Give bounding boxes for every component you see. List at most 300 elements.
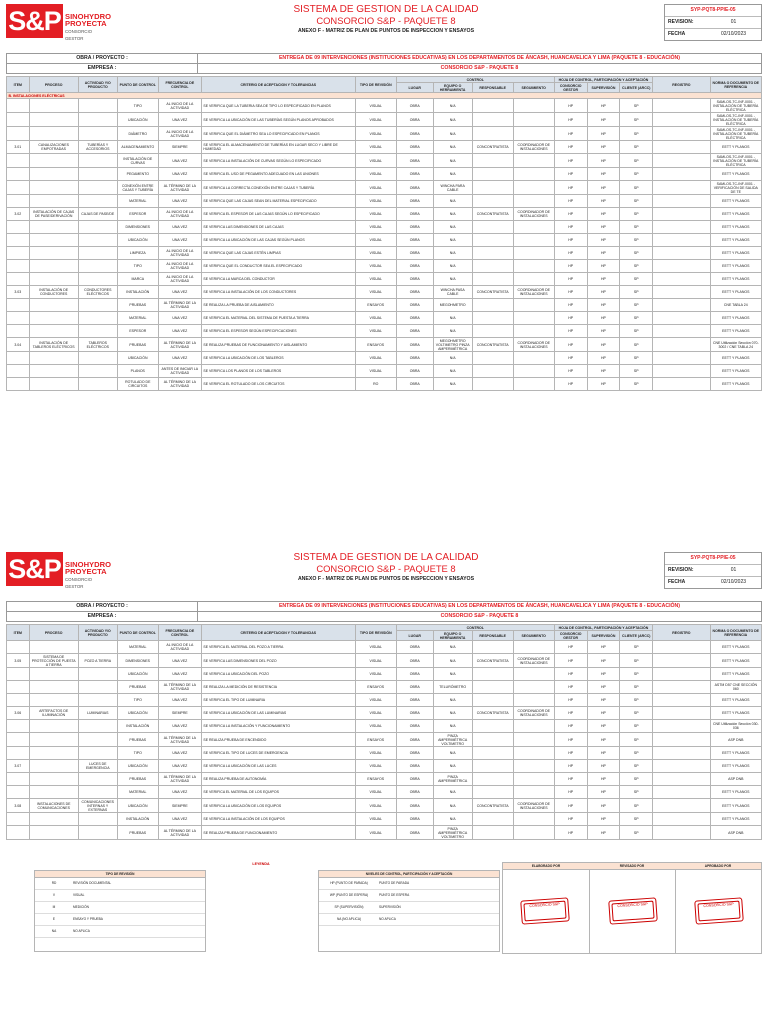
inspection-table-2 [6,624,762,840]
cell-frec: UNA VEZ [158,720,201,733]
cell-equipo: N/A [433,99,472,113]
cell-seg [513,168,554,181]
cell-cli: SP [620,352,653,365]
cell-item [7,773,30,786]
cell-tipo: VISUAL [355,641,396,654]
cell-frec: AL INICIO DE LA ACTIVIDAD [158,273,201,286]
cell-reg [653,312,710,325]
cell-crit: SE REALIZA PRUEBA DE ENCENDIDO [201,733,355,747]
empresa-label: EMPRESA : [7,64,198,73]
cell-punto: INSTALACIÓN DE CURVAS [117,154,158,168]
cell-resp [472,365,513,378]
cell-tipo: VISUAL [355,826,396,840]
cell-item [7,325,30,338]
empresa-value: CONSORCIO S&P - PAQUETE 8 [440,613,519,619]
cell-resp: CONCONTRATISTA [472,338,513,352]
cell-crit: SE VERIFICA LA INSTALACIÓN DE CURVAS SEGÚN LO ESPECIFICADO [201,154,355,168]
cell-punto: UBICACIÓN [117,707,158,720]
table-row [7,273,762,286]
cell-sup: HP [587,707,620,720]
cell-seg: COORDINADOR DE INSTALACIONES [513,141,554,154]
cell-frec: UNA VEZ [158,234,201,247]
cell-frec: UNA VEZ [158,221,201,234]
cell-resp [472,247,513,260]
table-row [7,826,762,840]
cell-seg [513,786,554,799]
cell-proceso: SISTEMA DE PROTECCIÓN DE PUESTA A TIERRA [29,654,78,668]
cell-seg [513,681,554,694]
cell-crit: SE VERIFICA EL MATERIAL DEL SISTEMA DE PUESTA A TIERRA [201,312,355,325]
cell-sup: HP [587,234,620,247]
cell-cli: SP [620,168,653,181]
table-row [7,747,762,760]
cell-punto: PRUEBAS [117,733,158,747]
legend-nivel-row: NA (NO APLICA) NO APLICA [319,914,499,926]
cell-tipo: VISUAL [355,113,396,127]
cell-actividad [78,733,117,747]
cell-resp [472,773,513,786]
cell-norma: EETT Y PLANOS [710,247,761,260]
cell-sup: HP [587,799,620,813]
cell-resp: CONCONTRATISTA [472,654,513,668]
cell-sup: HP [587,681,620,694]
cell-proceso: INSTALACIÓN DE CONDUCTORES [29,286,78,299]
col-frecuencia: FRECUENCIA DE CONTROL [158,625,201,641]
cell-crit: SE VERIFICA QUE EL CONDUCTOR SEA EL ESPECIFICADO [201,260,355,273]
cell-cg: HP [554,312,587,325]
cell-cg: HP [554,127,587,141]
cell-seg [513,773,554,786]
cell-proceso: INSTALACIÓN DE CAJAS DE PASE/DERIVACIÓN [29,208,78,221]
doc-annex: ANEXO F - MATRIZ DE PLAN DE PUNTOS DE INSPECCION Y ENSAYOS [297,576,475,582]
col-lugar: LUGAR [396,83,433,93]
cell-punto: PEGAMENTO [117,168,158,181]
legend-tipo-row: RD REVISIÓN DOCUMENTAL [35,878,205,890]
cell-resp: CONCONTRATISTA [472,208,513,221]
table-row [7,221,762,234]
cell-actividad [78,378,117,391]
cell-norma: EETT Y PLANOS [710,654,761,668]
table-row [7,299,762,312]
company-stamp: CONSORCIO S&P [520,897,570,924]
cell-punto: TIPO [117,694,158,707]
cell-equipo: N/A [433,141,472,154]
cell-equipo: PINZA AMPERIMÉTRICA [433,773,472,786]
col-proceso: PROCESO [29,77,78,93]
cell-punto: PRUEBAS [117,338,158,352]
cell-equipo: N/A [433,707,472,720]
cell-resp [472,694,513,707]
cell-resp [472,234,513,247]
cell-equipo: N/A [433,260,472,273]
cell-norma: EETT Y PLANOS [710,273,761,286]
table-row [7,378,762,391]
cell-sup: HP [587,826,620,840]
cell-equipo: PINZA AMPERIMÉTRICA VOLTIMETRO [433,733,472,747]
cell-tipo: VISUAL [355,747,396,760]
cell-cg: HP [554,365,587,378]
cell-resp [472,221,513,234]
cell-punto: PLANOS [117,365,158,378]
table-head [7,625,762,641]
cell-cg: HP [554,208,587,221]
cell-crit: SE VERIFICA EL ALMACENAMIENTO DE TUBERÍAS EN LUGAR SECO Y LIBRE DE HUMEDAD [201,141,355,154]
col-item: ITEM [7,77,30,93]
cell-lugar: OBRA [396,826,433,840]
cell-tipo: VISUAL [355,694,396,707]
cell-cg: HP [554,113,587,127]
cell-sup: HP [587,286,620,299]
cell-cli: SP [620,141,653,154]
cell-cli: SP [620,365,653,378]
cell-actividad [78,826,117,840]
cell-lugar: OBRA [396,365,433,378]
sheet-header [6,552,762,599]
cell-resp [472,733,513,747]
cell-reg [653,208,710,221]
cell-punto: PRUEBAS [117,826,158,840]
cell-punto: UBICACIÓN [117,352,158,365]
cell-norma: EETT Y PLANOS [710,195,761,208]
cell-frec: UNA VEZ [158,325,201,338]
cell-equipo: N/A [433,113,472,127]
cell-punto: INSTALACIÓN [117,813,158,826]
col-responsable: RESPONSABLE [472,83,513,93]
legend-tipos [34,870,206,952]
cell-seg [513,273,554,286]
cell-seg [513,694,554,707]
cell-cg: HP [554,260,587,273]
cell-norma: ASP DNB [710,773,761,786]
cell-resp [472,641,513,654]
cell-tipo: ENSAYOS [355,338,396,352]
cell-punto: TIPO [117,260,158,273]
cell-sup: HP [587,312,620,325]
cell-sup: HP [587,299,620,312]
cell-actividad: POZO A TIERRA [78,654,117,668]
cell-reg [653,707,710,720]
doc-subtitle: CONSORCIO S&P - PAQUETE 8 [316,15,456,26]
cell-item: 3.06 [7,707,30,720]
cell-item [7,352,30,365]
cell-norma: EETT Y PLANOS [710,365,761,378]
col-punto: PUNTO DE CONTROL [117,77,158,93]
cell-resp [472,760,513,773]
cell-lugar: OBRA [396,221,433,234]
cell-frec: UNA VEZ [158,195,201,208]
cell-sup: HP [587,181,620,195]
cell-cli: SP [620,312,653,325]
company-line2: PROYECTA [65,19,107,29]
cell-cli: SP [620,694,653,707]
cell-seg [513,221,554,234]
cell-cli: SP [620,113,653,127]
table-row [7,141,762,154]
legend-tipos-title: TIPO DE REVISIÓN [35,871,205,878]
cell-item: 3.08 [7,799,30,813]
table-row [7,773,762,786]
cell-tipo: VISUAL [355,312,396,325]
cell-cli: SP [620,247,653,260]
cell-proceso [29,127,78,141]
cell-lugar: OBRA [396,208,433,221]
doc-code: SYP-PQT8-PPIE-05 [690,555,736,561]
cell-sup: HP [587,352,620,365]
cell-norma: EETT Y PLANOS [710,234,761,247]
cell-resp: CONCONTRATISTA [472,286,513,299]
cell-equipo: MEGOHMETRO VOLTIMETRO PINZA AMPERIMÉTRICA [433,338,472,352]
col-tipo: TIPO DE REVISIÓN [355,625,396,641]
cell-sup: HP [587,720,620,733]
company-stamp: CONSORCIO S&P [694,897,744,924]
obra-value: ENTREGA DE 09 INTERVENCIONES (INSTITUCIONES EDUCATIVAS) EN LOS DEPARTAMENTOS DE ÁNCASH, HUANCAVELICA Y LIMA (PAQUETE 8 - EDUCACIÓN) [278,603,681,609]
cell-actividad [78,221,117,234]
cell-tipo: VISUAL [355,168,396,181]
cell-resp [472,195,513,208]
cell-frec: AL TÉRMINO DE LA ACTIVIDAD [158,299,201,312]
cell-crit: SE VERIFICA LAS DIMENSIONES DEL POZO [201,654,355,668]
cell-frec: AL TÉRMINO DE LA ACTIVIDAD [158,378,201,391]
cell-lugar: OBRA [396,113,433,127]
cell-resp [472,113,513,127]
legend-nivel-row: SP (SUPERVISIÓN) SUPERVISIÓN [319,902,499,914]
cell-lugar: OBRA [396,654,433,668]
cell-reg [653,733,710,747]
cell-cli: SP [620,299,653,312]
cell-reg [653,181,710,195]
company-logo [6,552,111,590]
date-label: FECHA [668,579,686,585]
cell-lugar: OBRA [396,195,433,208]
cell-lugar: OBRA [396,247,433,260]
cell-punto: INSTALACIÓN [117,286,158,299]
col-control: CONTROL [396,625,554,631]
cell-proceso: CANALIZACIONES EMPOTRADAS [29,141,78,154]
cell-cg: HP [554,195,587,208]
cell-cg: HP [554,786,587,799]
cell-equipo: N/A [433,127,472,141]
cell-actividad: TUBERÍAS Y ACCESORIOS [78,141,117,154]
cell-norma: EETT Y PLANOS [710,813,761,826]
table-row [7,654,762,668]
doc-code-box [664,552,762,589]
cell-resp [472,312,513,325]
cell-frec: AL INICIO DE LA ACTIVIDAD [158,99,201,113]
cell-proceso [29,181,78,195]
table-row [7,707,762,720]
cell-proceso [29,299,78,312]
col-consorcio: CONSORCIO GESTOR [554,631,587,641]
cell-tipo: VISUAL [355,195,396,208]
obra-label: OBRA / PROYECTO : [7,602,198,611]
cell-cg: HP [554,154,587,168]
table-row [7,208,762,221]
legend-tipo-row: V VISUAL [35,890,205,902]
cell-lugar: OBRA [396,260,433,273]
cell-frec: UNA VEZ [158,312,201,325]
cell-reg [653,799,710,813]
cell-crit: SE VERIFICA LOS PLANOS DE LOS TABLEROS [201,365,355,378]
cell-seg [513,181,554,195]
cell-proceso [29,99,78,113]
cell-equipo: N/A [433,641,472,654]
cell-resp [472,325,513,338]
cell-sup: HP [587,694,620,707]
cell-actividad [78,168,117,181]
col-control: CONTROL [396,77,554,83]
cell-lugar: OBRA [396,694,433,707]
revision-label: REVISION: [668,567,694,573]
revision-value: 01 [730,19,737,25]
cell-sup: HP [587,760,620,773]
col-criterio: CRITERIO DE ACEPTACION Y TOLERANCIAS [201,77,355,93]
cell-reg [653,299,710,312]
cell-actividad: LUCES DE EMERGENCIA [78,760,117,773]
cell-equipo: N/A [433,786,472,799]
table-row [7,99,762,113]
cell-cg: HP [554,707,587,720]
cell-punto: TIPO [117,747,158,760]
cell-punto: PRUEBAS [117,681,158,694]
cell-cli: SP [620,195,653,208]
cell-crit: SE VERIFICA LA INSTALACIÓN Y FUNCIONAMIENTO [201,720,355,733]
inspection-table-1 [6,76,762,391]
cell-actividad [78,113,117,127]
cell-item [7,786,30,799]
cell-equipo: N/A [433,760,472,773]
cell-tipo: RO [355,378,396,391]
cell-sup: HP [587,99,620,113]
cell-frec: AL TÉRMINO DE LA ACTIVIDAD [158,733,201,747]
col-frecuencia: FRECUENCIA DE CONTROL [158,77,201,93]
legend-tipo-row: E ENSAYO Y PRUEBA [35,914,205,926]
signature-block [502,862,762,954]
cell-reg [653,154,710,168]
cell-resp [472,273,513,286]
cell-cli: SP [620,127,653,141]
cell-crit: SE REALIZA PRUEBA DE AUTONOMÍA [201,773,355,786]
logo-mark: S&P [6,4,63,38]
cell-cli: SP [620,760,653,773]
cell-crit: SE VERIFICA EL MATERIAL DE LOS EQUIPOS [201,786,355,799]
col-item: ITEM [7,625,30,641]
cell-punto: ESPESOR [117,208,158,221]
cell-item [7,221,30,234]
cell-norma: EETT Y PLANOS [710,668,761,681]
cell-proceso [29,365,78,378]
cell-frec: UNA VEZ [158,286,201,299]
cell-tipo: VISUAL [355,273,396,286]
cell-resp [472,260,513,273]
cell-cg: HP [554,299,587,312]
cell-norma: EETT Y PLANOS [710,641,761,654]
cell-cg: HP [554,826,587,840]
cell-frec: UNA VEZ [158,694,201,707]
cell-sup: HP [587,168,620,181]
cell-frec: AL INICIO DE LA ACTIVIDAD [158,127,201,141]
cell-cli: SP [620,286,653,299]
cell-item [7,668,30,681]
cell-reg [653,195,710,208]
cell-seg [513,260,554,273]
cell-cli: SP [620,786,653,799]
cell-item [7,299,30,312]
table-row [7,352,762,365]
cell-sup: HP [587,154,620,168]
table-row [7,312,762,325]
cell-proceso [29,312,78,325]
cell-lugar: OBRA [396,733,433,747]
cell-norma: SAMLOS-TC-INF-0001 - INSTALACIÓN DE TUBERÍA ELÉCTRICA [710,99,761,113]
cell-item: 3.04 [7,338,30,352]
cell-sup: HP [587,260,620,273]
cell-crit: SE VERIFICA LA UBICACIÓN DE LAS CAJAS SEGÚN PLANOS [201,234,355,247]
cell-item [7,113,30,127]
cell-cli: SP [620,681,653,694]
cell-sup: HP [587,654,620,668]
cell-tipo: VISUAL [355,352,396,365]
cell-item [7,826,30,840]
cell-tipo: VISUAL [355,260,396,273]
cell-crit: SE VERIFICA EL USO DE PEGAMENTO ADECUADO EN LAS UNIONES [201,168,355,181]
cell-equipo: N/A [433,654,472,668]
cell-proceso [29,813,78,826]
cell-frec: AL TÉRMINO DE LA ACTIVIDAD [158,338,201,352]
cell-item [7,260,30,273]
col-hoja: HOJA DE CONTROL, PARTICIPACIÓN Y ACEPTACIÓN [554,625,652,631]
cell-cli: SP [620,707,653,720]
cell-resp [472,378,513,391]
obra-label: OBRA / PROYECTO : [7,54,198,63]
cell-norma: EETT Y PLANOS [710,786,761,799]
cell-equipo: N/A [433,813,472,826]
cell-frec: AL TÉRMINO DE LA ACTIVIDAD [158,181,201,195]
cell-cli: SP [620,826,653,840]
cell-sup: HP [587,208,620,221]
cell-crit: SE REALIZA LA PRUEBA DE AISLAMIENTO [201,299,355,312]
cell-cli: SP [620,733,653,747]
cell-tipo: VISUAL [355,141,396,154]
cell-tipo: VISUAL [355,654,396,668]
cell-frec: UNA VEZ [158,654,201,668]
cell-reg [653,365,710,378]
cell-punto: INSTALACIÓN [117,720,158,733]
cell-crit: SE VERIFICA EL TIPO DE LUMINARIA [201,694,355,707]
cell-sup: HP [587,195,620,208]
table-row [7,641,762,654]
cell-tipo: VISUAL [355,181,396,195]
cell-lugar: OBRA [396,168,433,181]
table-row [7,365,762,378]
cell-actividad: CAJAS DE PASE/DE [78,208,117,221]
company-line1: SINOHYDRO [65,12,111,21]
cell-reg [653,694,710,707]
col-actividad: ACTIVIDAD Y/O PRODUCTO [78,625,117,641]
cell-crit: SE VERIFICA LA INSTALACIÓN DE LOS CONDUCTORES [201,286,355,299]
cell-crit: SE VERIFICA LA UBICACIÓN DEL POZO [201,668,355,681]
cell-seg: COORDINADOR DE INSTALACIONES [513,654,554,668]
table-row [7,113,762,127]
cell-frec: AL TÉRMINO DE LA ACTIVIDAD [158,773,201,786]
cell-sup: HP [587,247,620,260]
cell-lugar: OBRA [396,154,433,168]
table-row [7,260,762,273]
cell-lugar: OBRA [396,786,433,799]
cell-actividad [78,747,117,760]
company-stamp: CONSORCIO S&P [608,897,658,924]
table-row [7,195,762,208]
cell-punto: UBICACIÓN [117,113,158,127]
